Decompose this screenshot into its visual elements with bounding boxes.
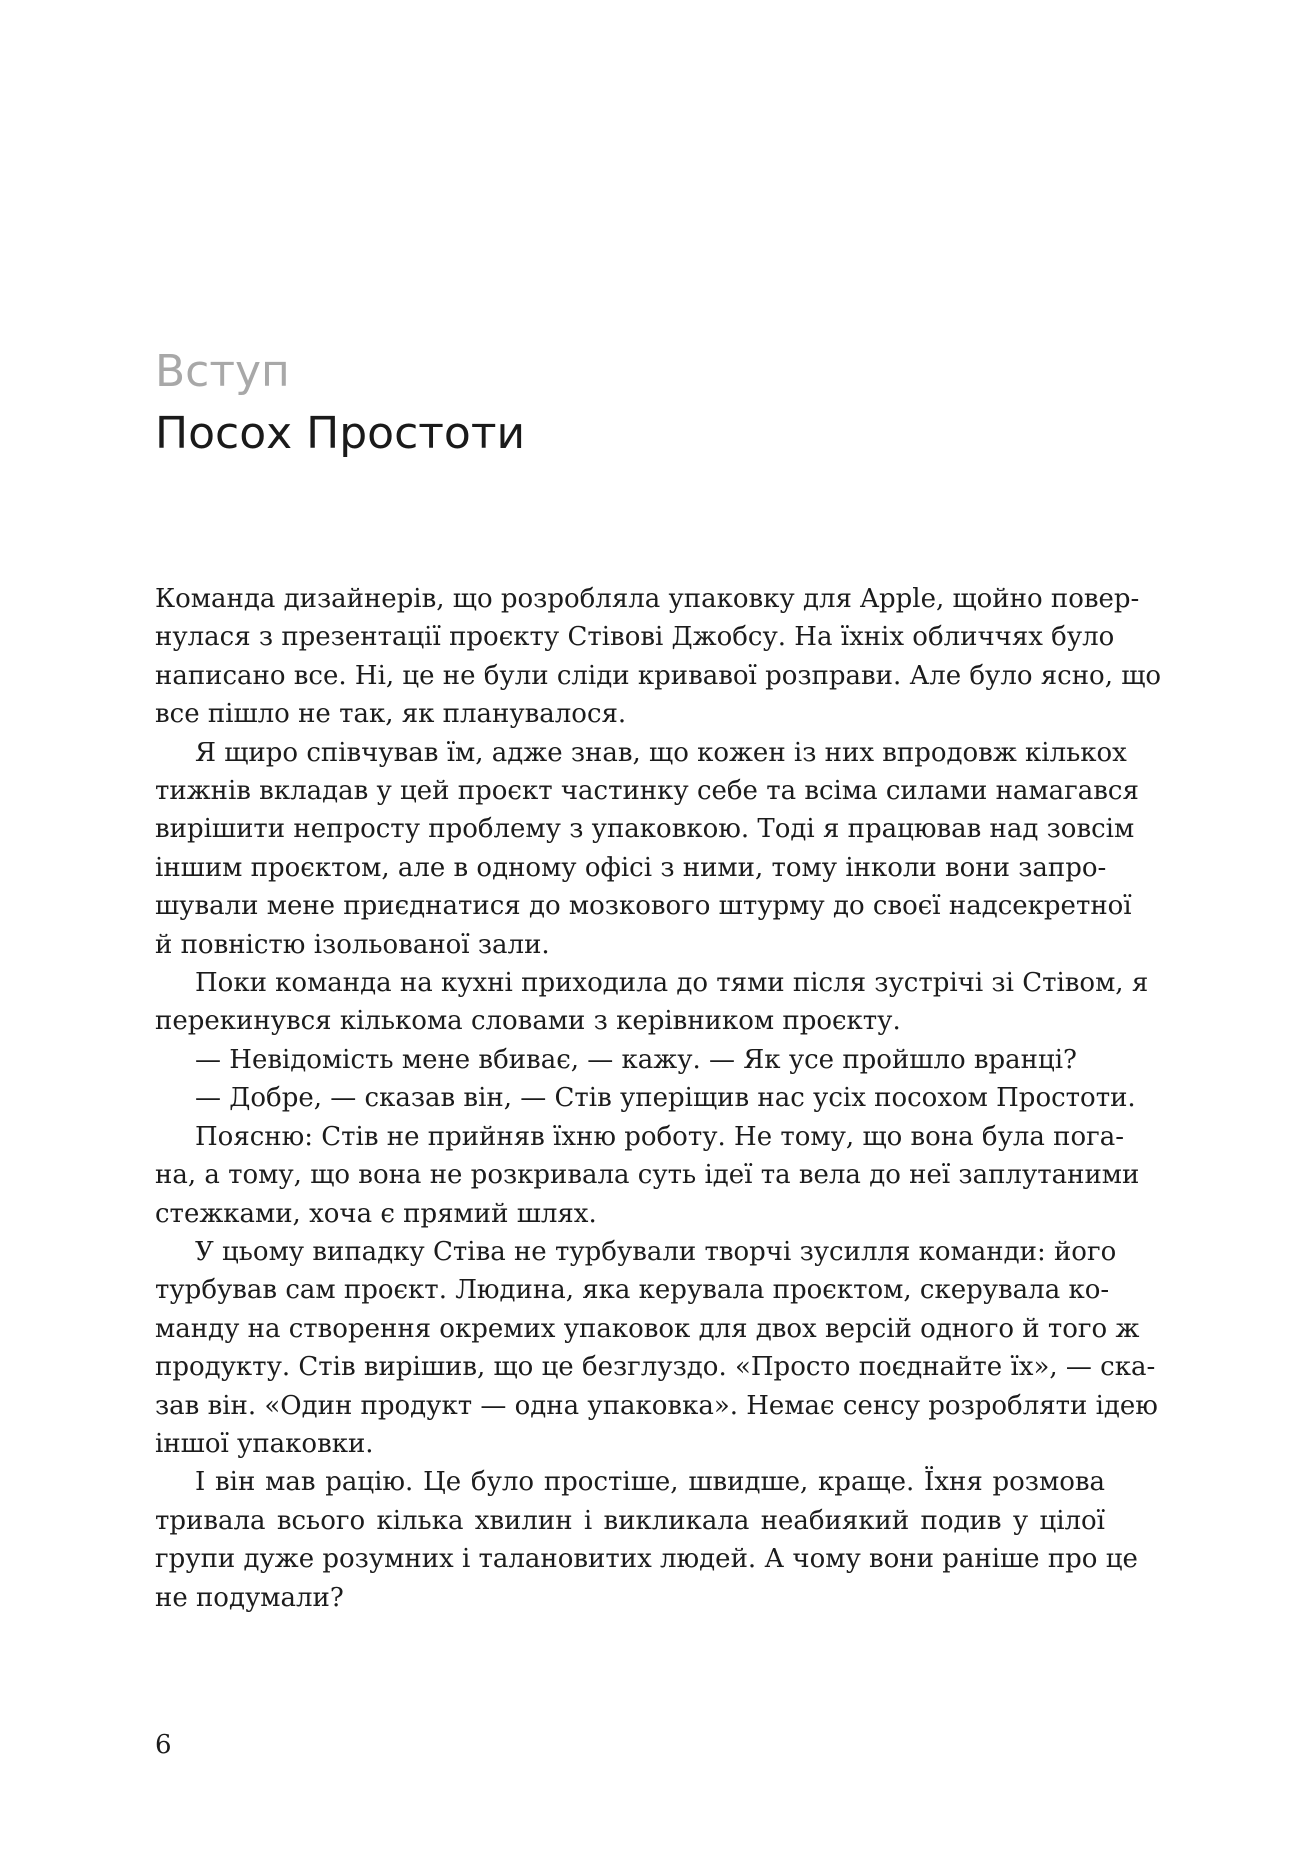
text-line: зав він. «Один продукт — одна упаковка». Немає сенсу розробляти ідею [155,1390,1158,1421]
text-line: манду на створення окремих упаковок для двох версій одного й того ж [155,1313,1140,1344]
text-line: шували мене приєднатися до мозкового штурму до своєї надсекретної [155,891,1132,922]
text-line: Команда дизайнерів, що розробляла упаковку для Apple, щойно повер- [155,584,1140,614]
page-number: 6 [155,1730,172,1760]
text-line: продукту. Стів вирішив, що це безглуздо. «Просто поєднайте їх», — ска- [155,1352,1156,1383]
text-line: турбував сам проєкт. Людина, яка керувала проєктом, скерувала ко- [155,1275,1110,1306]
text-line: тижнів вкладав у цей проєкт частинку себе та всіма силами намагався [155,776,1139,807]
text-line: написано все. Ні, це не були сліди кривавої розправи. Але було ясно, що [155,660,1162,691]
text-line: іншої упаковки. [155,1428,374,1459]
text-line: все пішло не так, як планувалося. [155,699,627,730]
text-line: не подумали? [155,1582,344,1613]
text-line: вирішити непросту проблему з упаковкою. Тоді я працював над зовсім [155,814,1135,845]
text-line: іншим проєктом, але в одному офісі з ними, тому інколи вони запро- [155,852,1107,883]
text-line: тривала всього кілька хвилин і викликала неабиякий подив у цілої [155,1505,1105,1536]
text-line: перекинувся кількома словами з керівником проєкту. [155,1006,901,1037]
text-line: У цьому випадку Стіва не турбували творчі зусилля команди: його [195,1236,1117,1267]
chapter-title: Посох Простоти [155,408,526,459]
text-line: Поки команда на кухні приходила до тями після зустрічі зі Стівом, я [195,968,1149,999]
text-line: стежками, хоча є прямий шлях. [155,1198,597,1229]
text-line: Я щиро співчував їм, адже знав, що кожен із них впродовж кількох [195,737,1127,768]
text-line: групи дуже розумних і талановитих людей. А чому вони раніше про це [155,1544,1138,1575]
text-line: — Добре, — сказав він, — Стів уперіщив нас усіх посохом Простоти. [195,1083,1136,1114]
text-line: на, а тому, що вона не розкривала суть ідеї та вела до неї заплутаними [155,1160,1140,1191]
text-line: — Невідомість мене вбиває, — кажу. — Як усе пройшло вранці? [195,1044,1077,1075]
body-text [155,580,1162,1617]
text-line: нулася з презентації проєкту Стівові Джобсу. На їхніх обличчях було [155,622,1115,653]
text-line: І він мав рацію. Це було простіше, швидше, краще. Їхня розмова [195,1467,1105,1498]
text-line: Поясню: Стів не прийняв їхню роботу. Не тому, що вона була пога- [195,1121,1125,1152]
text-line: й повністю ізольованої зали. [155,929,550,960]
chapter-label: Вступ [155,346,290,397]
